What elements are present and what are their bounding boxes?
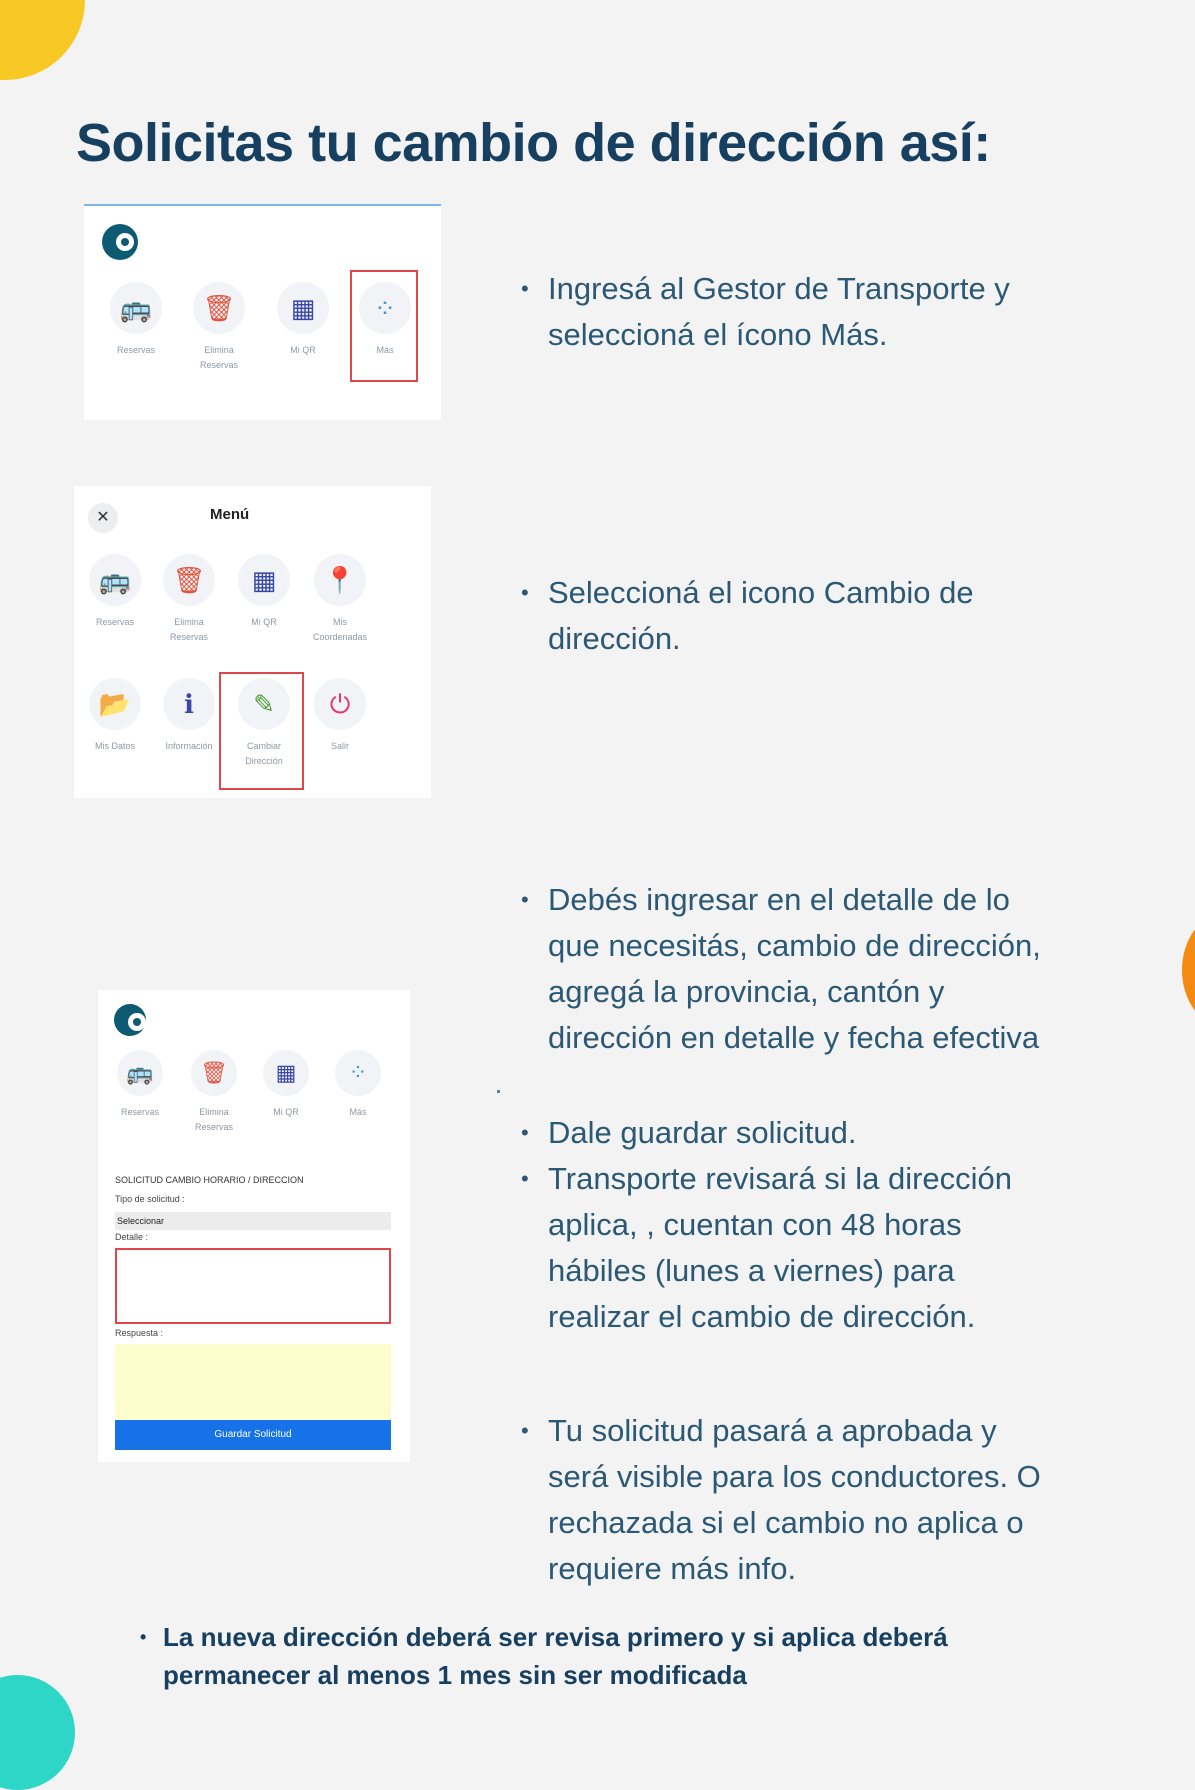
step-2-line: Seleccioná el icono Cambio de [548,575,974,610]
step-1 [548,266,1010,358]
note-line: permanecer al menos 1 mes sin ser modificada [163,1660,747,1690]
detail-textarea[interactable] [115,1248,391,1324]
step-4-item [548,1110,1012,1156]
menu-title: Menú [210,506,250,523]
app-label: Mis [333,617,347,627]
decorative-circle-teal [0,1675,75,1790]
highlight-cambiar-direccion [219,672,304,790]
note-item [163,1618,948,1694]
app-elimina-reservas[interactable] [184,282,254,372]
steps-4-5 [548,1110,1012,1340]
app-label: Mi QR [273,1107,299,1117]
app-reservas[interactable] [101,282,171,358]
info-people-icon: ℹ [163,678,215,730]
app-label: Coordenadas [312,632,368,642]
qr-icon: ▦ [277,282,329,334]
detail-label: Detalle : [115,1232,149,1242]
app-label: Reservas [95,617,134,627]
step-1-line: seleccioná el ícono Más. [548,317,888,352]
step-6-line: rechazada si el cambio no aplica o [548,1505,1024,1540]
bus-icon: 🚌 [89,554,141,606]
step-3-line: que necesitás, cambio de dirección, [548,928,1041,963]
decorative-circle-orange [1182,915,1195,1025]
app-elimina-reservas[interactable] [154,554,224,644]
app-label: Reservas [194,1122,233,1132]
step-3-item [548,877,1041,1061]
app-label: Reservas [199,360,238,370]
step-3-line: agregá la provincia, cantón y [548,974,945,1009]
request-type-select[interactable]: Seleccionar [115,1212,391,1230]
app-logo-icon [102,224,138,260]
grid-icon: ⁘ [335,1050,381,1096]
form-heading: SOLICITUD CAMBIO HORARIO / DIRECCION [115,1175,304,1185]
step-6-line: requiere más info. [548,1551,797,1586]
trash-icon: 🗑 [193,282,245,334]
app-salir[interactable] [305,678,375,754]
step-5-line: hábiles (lunes a viernes) para [548,1253,955,1288]
app-mis-datos[interactable] [80,678,150,754]
location-pin-icon: 📍 [314,554,366,606]
app-mas[interactable] [326,1050,390,1120]
power-icon: ⏻ [314,678,366,730]
step-6-line: Tu solicitud pasará a aprobada y [548,1413,997,1448]
app-label: Reservas [116,345,155,355]
app-label: Mis Datos [94,741,135,751]
app-label: Reservas [169,632,208,642]
step-3-line: dirección en detalle y fecha efectiva [548,1020,1040,1055]
app-label: Elimina [199,1107,229,1117]
step-5-line: Transporte revisará si la dirección [548,1161,1013,1196]
qr-icon: ▦ [263,1050,309,1096]
app-label: Dirección [245,756,283,766]
page-title: Solicitas tu cambio de dirección así: [76,113,991,173]
folder-icon: 📂 [89,678,141,730]
app-mi-qr[interactable] [268,282,338,358]
step-3 [548,877,1041,1061]
response-label: Respuesta : [115,1328,164,1338]
step-1-line: Ingresá al Gestor de Transporte y [548,271,1010,306]
request-type-label: Tipo de solicitud : [115,1194,185,1204]
app-label: Elimina [174,617,204,627]
app-label: Más [376,345,394,355]
app-label: Mi QR [290,345,316,355]
app-elimina-reservas[interactable] [182,1050,246,1134]
app-label: Reservas [120,1107,159,1117]
app-informacion[interactable] [154,678,224,754]
app-mis-coordenadas[interactable] [305,554,375,644]
app-label: Salir [330,741,349,751]
app-label: Información [165,741,213,751]
bus-icon: 🚌 [117,1050,163,1096]
step-5-line: realizar el cambio de dirección. [548,1299,976,1334]
app-label: Más [349,1107,367,1117]
trash-icon: 🗑 [163,554,215,606]
app-label: Elimina [204,345,234,355]
step-2 [548,570,974,662]
stray-dot [497,1090,500,1093]
note-line: La nueva dirección deberá ser revisa primero y si aplica deberá [163,1622,948,1652]
screenshot-request-form [98,990,410,1462]
app-mi-qr[interactable] [229,554,299,630]
app-label: Mi QR [251,617,277,627]
grid-icon: ⁘ [359,282,411,334]
step-4-line: Dale guardar solicitud. [548,1115,857,1150]
step-1-item [548,266,1010,358]
step-2-item [548,570,974,662]
step-6-item [548,1408,1041,1592]
response-area [115,1344,391,1420]
app-logo-icon [114,1004,146,1036]
qr-icon: ▦ [238,554,290,606]
app-mi-qr[interactable] [254,1050,318,1120]
screenshot-home [84,204,441,420]
step-3-line: Debés ingresar en el detalle de lo [548,882,1010,917]
highlight-mas [350,270,418,382]
app-label: Cambiar [246,741,281,751]
step-5-line: aplica, , cuentan con 48 horas [548,1207,962,1242]
app-reservas[interactable] [80,554,150,630]
step-5-item [548,1156,1012,1340]
map-edit-icon: ✎ [238,678,290,730]
bus-icon: 🚌 [110,282,162,334]
step-2-line: dirección. [548,621,681,656]
important-note [163,1618,948,1694]
step-6-line: será visible para los conductores. O [548,1459,1041,1494]
decorative-circle-yellow [0,0,85,80]
close-icon[interactable]: ✕ [88,503,118,533]
screenshot-menu [74,486,431,798]
trash-icon: 🗑 [191,1050,237,1096]
app-reservas[interactable] [108,1050,172,1120]
save-request-button[interactable]: Guardar Solicitud [115,1420,391,1450]
step-6 [548,1408,1041,1592]
